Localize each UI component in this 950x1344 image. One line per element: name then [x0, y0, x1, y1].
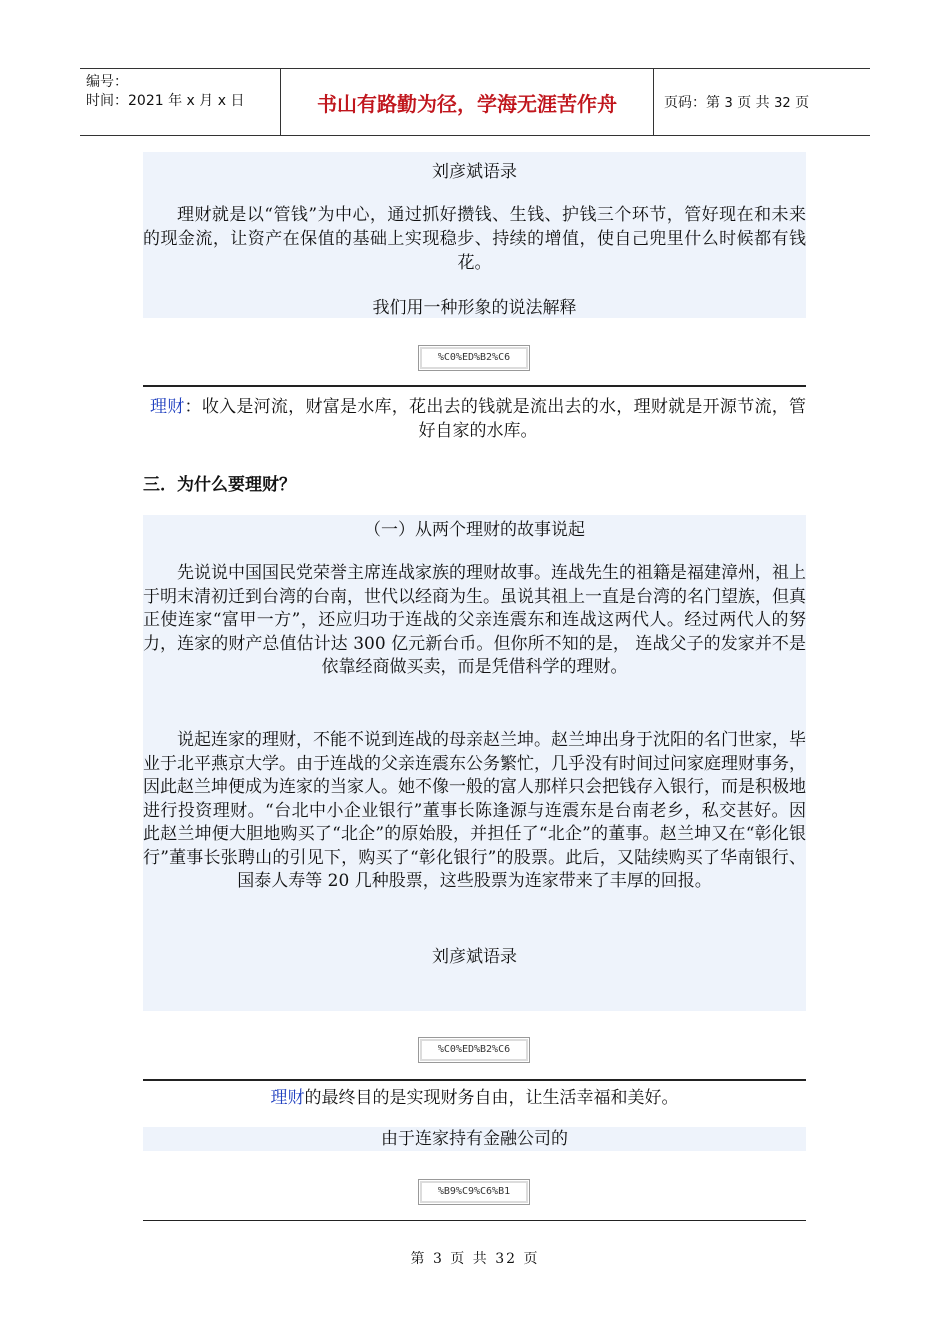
story-paragraph-1: 先说说中国国民党荣誉主席连战家族的理财故事。连战先生的祖籍是福建漳州，祖上于明末清初迁到台湾的台南，世代以经商为生。虽说其祖上一直是台湾的名门望族，但真正使连家“富甲一方”，还应归功于连战的父亲连震东和连战这两代人。经过两代人的努力，连家的财产总值估计达 300 亿元新台币。但你所不知的是， 连战父子的发家并不是依靠经商做买卖，而是凭借科学的理财。	[143, 563, 806, 677]
broken-image-placeholder-1: %C0%ED%B2%C6	[418, 345, 530, 371]
number-label: 编号：	[86, 74, 128, 90]
broken-image-placeholder-2: %C0%ED%B2%C6	[418, 1037, 530, 1063]
divider-2	[143, 1079, 806, 1081]
metaphor-intro: 我们用一种形象的说法解释	[372, 298, 577, 318]
definition-paragraph	[150, 395, 806, 443]
story-subtitle: （一）从两个理财的故事说起	[364, 520, 585, 540]
goal-paragraph	[143, 1086, 806, 1110]
page-footer: 第 3 页 共 32 页	[410, 1251, 540, 1267]
header-page-info	[654, 69, 880, 135]
story-paragraph-2: 说起连家的理财，不能不说到连战的母亲赵兰坤。赵兰坤出身于沈阳的名门世家，毕业于北平燕京大学。由于连战的父亲连震东公务繁忙，几乎没有时间过问家庭理财事务，因此赵兰坤便成为连家的当家人。她不像一般的富人那样只会把钱存入银行，而是积极地进行投资理财。“台北中小企业银行”董事长陈逢源与连震东是台南老乡，私交甚好。因此赵兰坤便大胆地购买了“北企”的原始股，并担任了“北企”的董事。赵兰坤又在“彰化银行”董事长张聘山的引见下，购买了“彰化银行”的股票。此后，又陆续购买了华南银行、国泰人寿等 20 几种股票，这些股票为连家带来了丰厚的回报。	[143, 730, 806, 891]
term-link-licai[interactable]: 理财	[150, 397, 185, 417]
header-meta-cell	[80, 69, 281, 135]
page-label-suffix: 页	[795, 95, 810, 111]
page-current: 3	[724, 96, 733, 111]
divider-1	[143, 385, 806, 387]
section-heading: 三．为什么要理财？	[143, 475, 296, 495]
header-motto: 书山有路勤为径，学海无涯苦作舟	[281, 69, 654, 135]
page-label-mid: 页 共	[737, 95, 770, 111]
quote-source-1: 刘彦斌语录	[432, 162, 517, 182]
page-total: 32	[774, 96, 791, 111]
page-label-prefix: 页码：第	[664, 95, 720, 111]
quote-source-2: 刘彦斌语录	[432, 947, 517, 967]
document-header	[80, 68, 870, 136]
broken-image-placeholder-3: %B9%C9%C6%B1	[418, 1179, 530, 1205]
definition-text: ：收入是河流，财富是水库，花出去的钱就是流出去的水，理财就是开源节流，管好自家的水库。	[184, 397, 807, 441]
goal-text: 的最终目的是实现财务自由，让生活幸福和美好。	[304, 1088, 679, 1108]
date-label: 时间：2021 年 x 月 x 日	[86, 93, 245, 109]
finance-definition-paragraph: 理财就是以“管钱”为中心，通过抓好攒钱、生钱、护钱三个环节，管好现在和未来的现金流，让资产在保值的基础上实现稳步、持续的增值，使自己兜里什么时候都有钱花。	[143, 205, 806, 273]
divider-3	[143, 1220, 806, 1221]
holding-text: 由于连家持有金融公司的	[381, 1129, 568, 1149]
term-link-licai-2[interactable]: 理财	[270, 1088, 305, 1108]
